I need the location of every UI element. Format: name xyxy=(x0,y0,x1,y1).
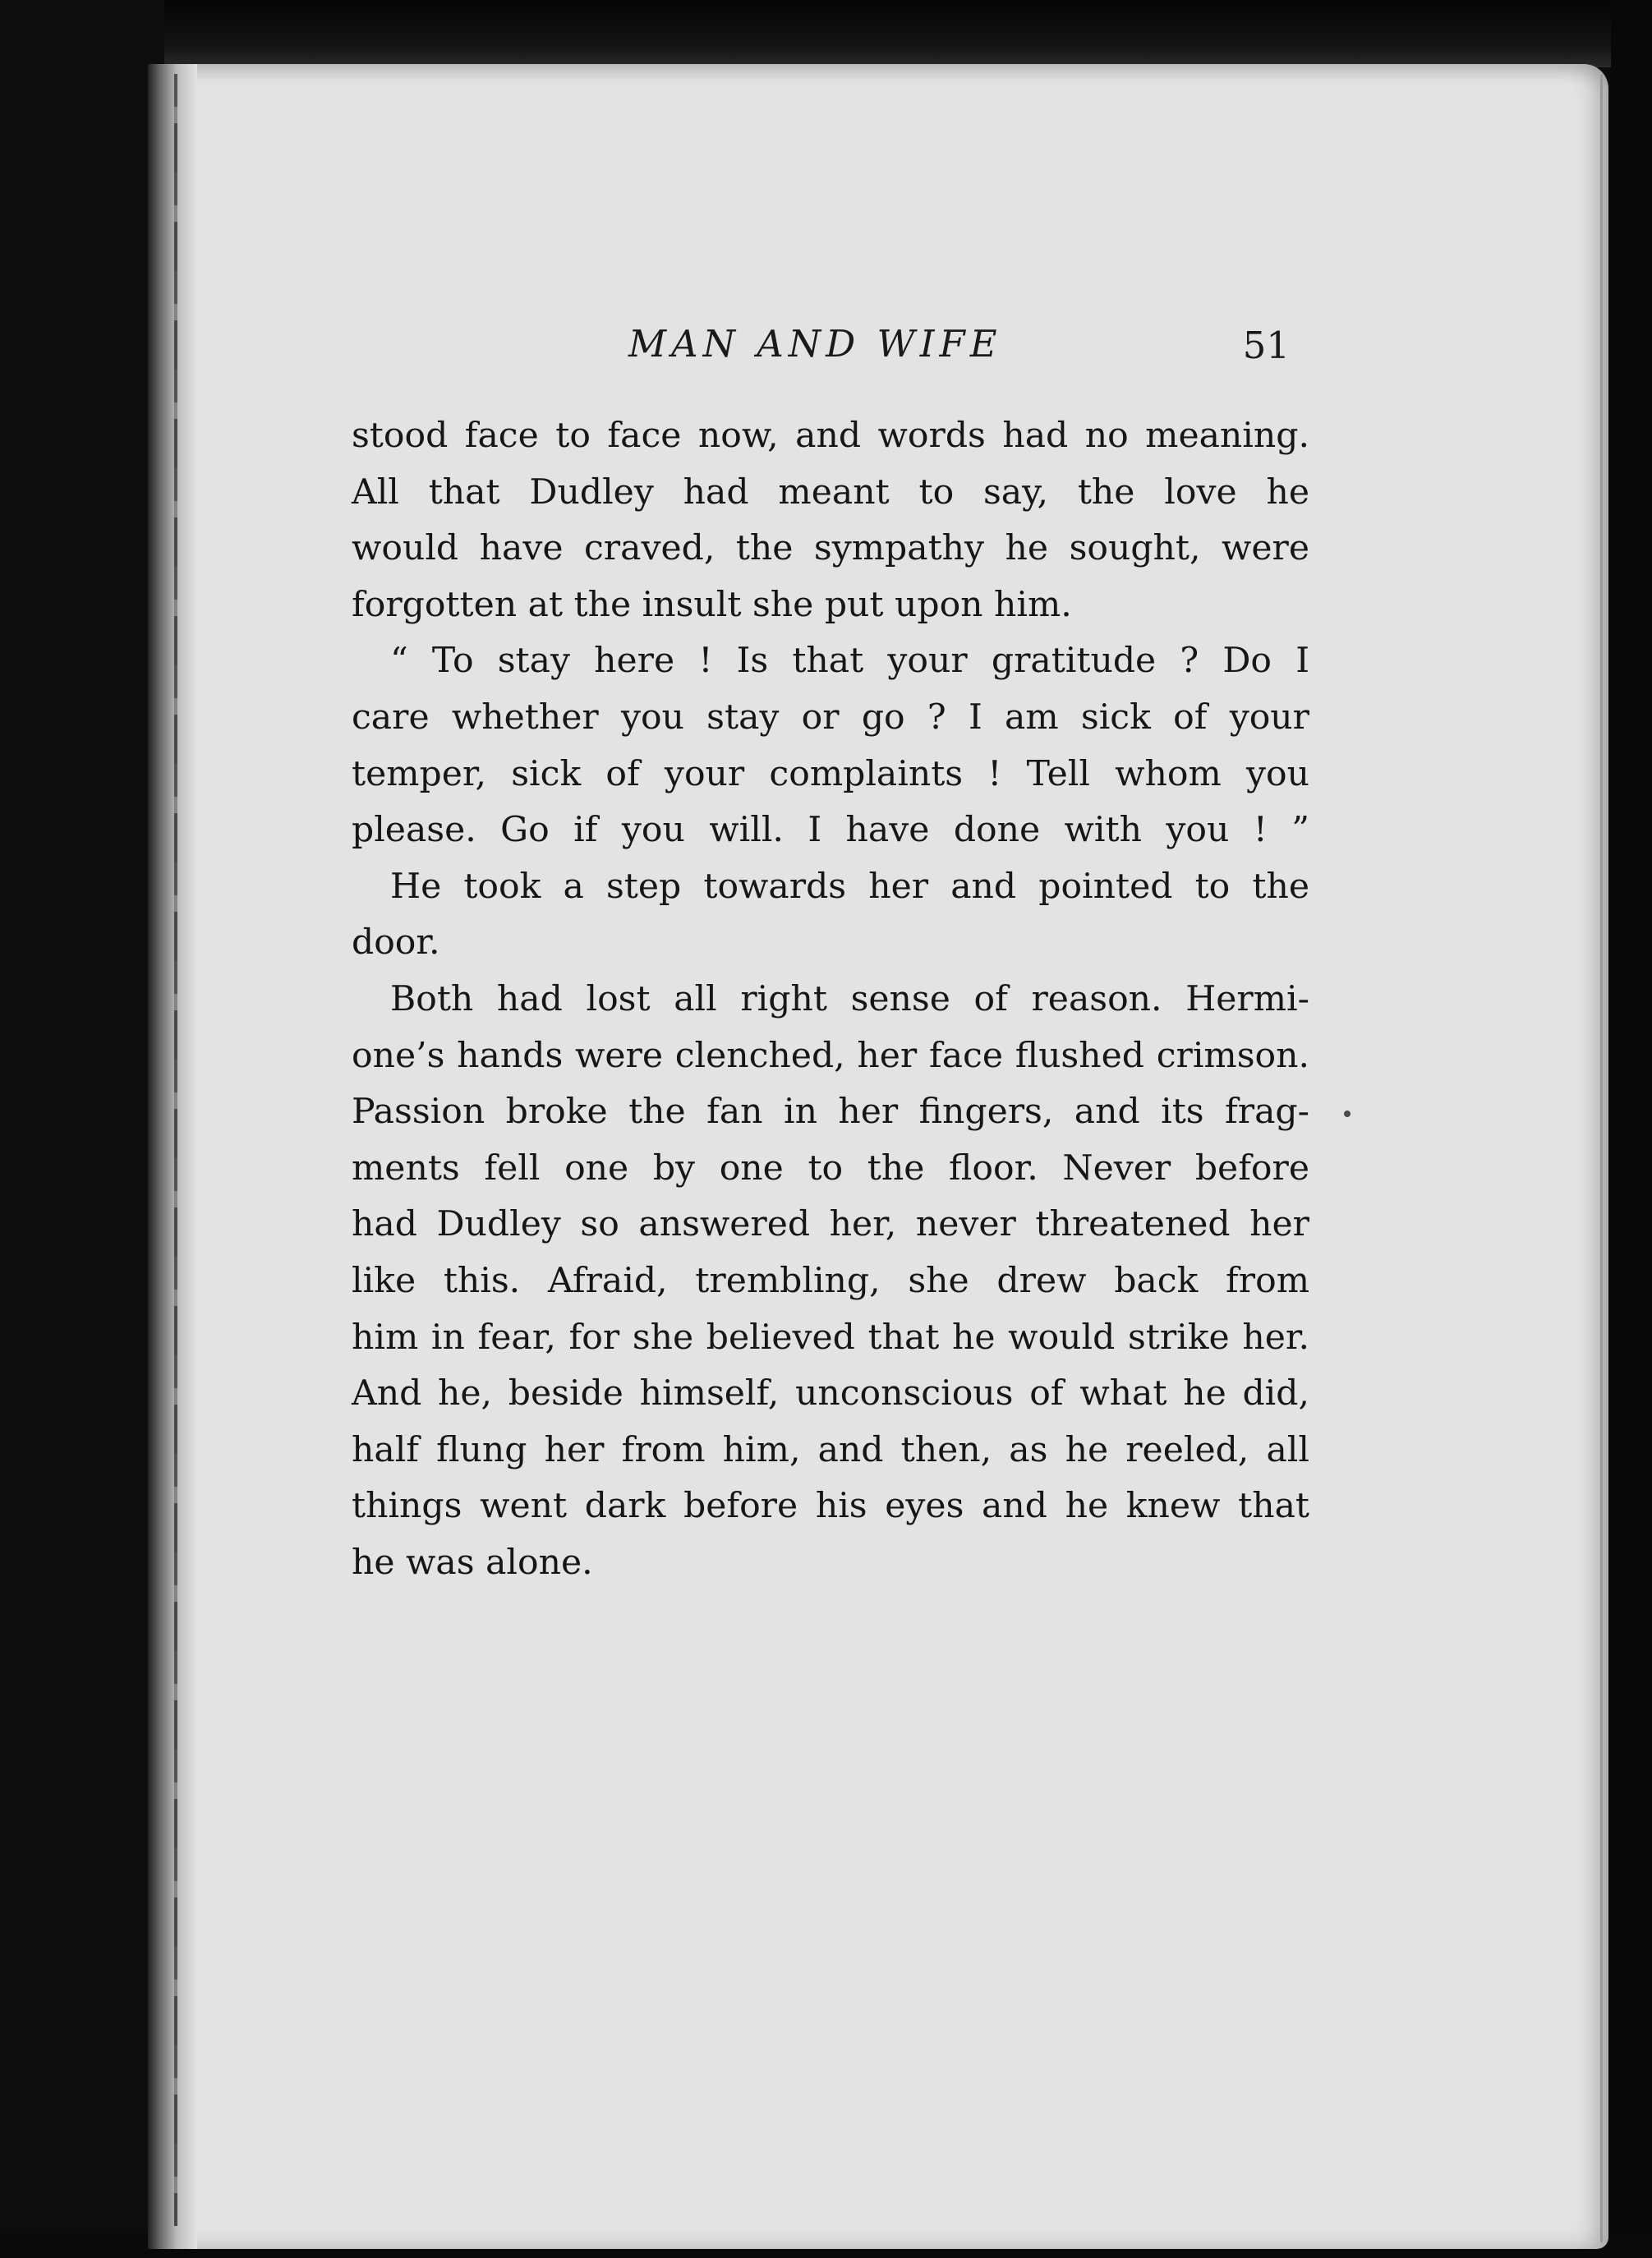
body-text xyxy=(352,408,1309,1591)
text-line: “ To stay here ! Is that your gratitude ? Do I xyxy=(390,641,1309,682)
text-line: door. xyxy=(352,922,440,963)
text-line: would have craved, the sympathy he sought, were xyxy=(352,528,1309,569)
text-line: things went dark before his eyes and he knew that xyxy=(352,1486,1309,1527)
text-line: He took a step towards her and pointed to the xyxy=(390,866,1309,907)
text-line: had Dudley so answered her, never threatened her xyxy=(352,1204,1309,1245)
text-line: one’s hands were clenched, her face flushed crimson. xyxy=(352,1035,1309,1076)
page-number: 51 xyxy=(1242,324,1290,367)
scan-left-border xyxy=(0,0,164,2258)
scan-top-border xyxy=(0,0,1652,67)
text-line: Both had lost all right sense of reason. Hermi- xyxy=(390,978,1309,1019)
running-head xyxy=(353,322,1314,379)
scan-right-border xyxy=(1611,0,1652,2258)
page-right-edge xyxy=(1600,74,1603,2242)
text-line: he was alone. xyxy=(352,1542,593,1583)
text-line: him in fear, for she believed that he would strike her. xyxy=(352,1317,1309,1358)
text-line: stood face to face now, and words had no meaning. xyxy=(352,416,1309,456)
text-line: forgotten at the insult she put upon him. xyxy=(352,584,1072,625)
text-line: half flung her from him, and then, as he reeled, all xyxy=(352,1429,1309,1470)
text-line: Passion broke the fan in her fingers, and its frag- xyxy=(352,1092,1309,1133)
text-line: temper, sick of your complaints ! Tell whom you xyxy=(352,753,1309,794)
gutter-binding-line xyxy=(174,74,177,2226)
text-line: care whether you stay or go ? I am sick of your xyxy=(352,697,1309,738)
text-line: like this. Afraid, trembling, she drew back from xyxy=(352,1260,1309,1301)
page-gutter xyxy=(148,64,197,2249)
text-line: please. Go if you will. I have done with you ! ” xyxy=(352,810,1309,851)
text-line: ments fell one by one to the floor. Never before xyxy=(352,1147,1309,1189)
running-head-title: MAN AND WIFE xyxy=(628,322,1002,366)
scan-speck xyxy=(1344,1111,1351,1117)
text-line: All that Dudley had meant to say, the love he xyxy=(352,471,1309,513)
text-line: And he, beside himself, unconscious of what he did, xyxy=(352,1373,1309,1414)
